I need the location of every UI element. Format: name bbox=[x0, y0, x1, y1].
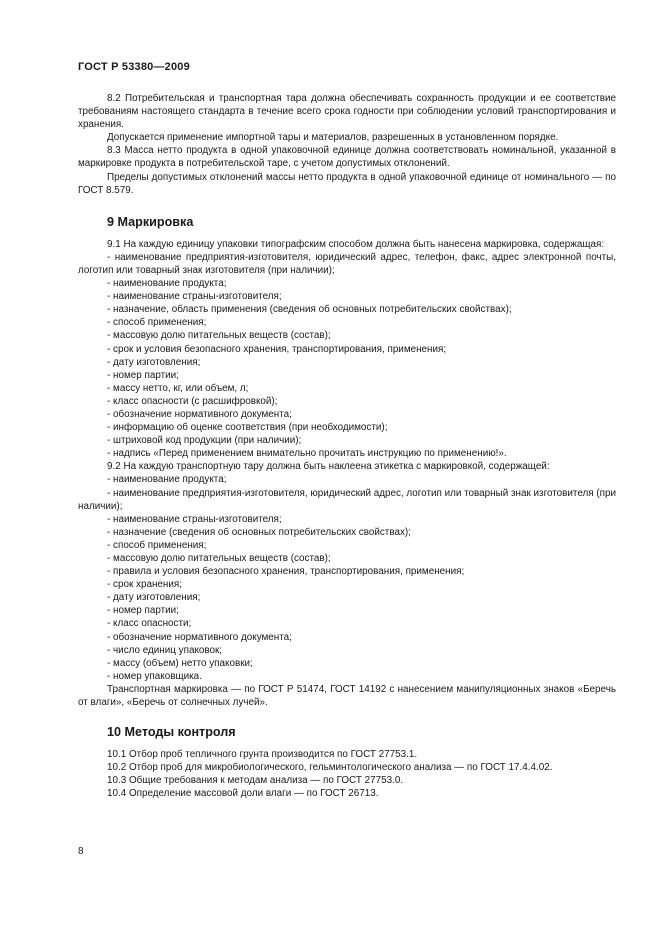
paragraph-import-packaging: Допускается применение импортной тары и материалов, разрешенных в установленном порядке. bbox=[107, 132, 559, 144]
list-item: - наименование страны-изготовителя; bbox=[107, 291, 282, 303]
list-item: - срок и условия безопасного хранения, транспортирования, применения; bbox=[107, 343, 447, 355]
list-item: - номер партии; bbox=[107, 369, 179, 381]
paragraph-10-2: 10.2 Отбор проб для микробиологического, гельминтологического анализа — по ГОСТ 17.4.4.02. bbox=[107, 762, 553, 774]
list-item: - массовую долю питательных веществ (состав); bbox=[107, 330, 331, 342]
list-item: - массу (объем) нетто упаковки; bbox=[107, 657, 253, 669]
document-header: ГОСТ Р 53380—2009 bbox=[78, 61, 190, 73]
paragraph-8-2: 8.2 Потребительская и транспортная тара должна обеспечивать сохранность продукции и ее соответствие требованиям настоящего стандарта в течение всего срока годности при соблюдении условий транспортирования и хранения. bbox=[78, 93, 616, 131]
list-item: - наименование продукта; bbox=[107, 278, 227, 290]
list-item: - надпись «Перед применением внимательно прочитать инструкцию по применению!». bbox=[107, 448, 507, 460]
list-item: - номер партии; bbox=[107, 605, 179, 617]
paragraph-transport-marking: Транспортная маркировка — по ГОСТ Р 51474, ГОСТ 14192 с нанесением манипуляционных знаков «Беречь от влаги», «Беречь от солнечных лучей». bbox=[78, 683, 616, 709]
list-item: - обозначение нормативного документа; bbox=[107, 631, 292, 643]
list-item: - класс опасности; bbox=[107, 618, 192, 630]
list-item: - наименование предприятия-изготовителя, юридический адрес, логотип или товарный знак изготовителя (при наличии); bbox=[78, 487, 616, 512]
list-item: - наименование продукта; bbox=[107, 474, 227, 486]
list-item: - массу нетто, кг, или объем, л; bbox=[107, 382, 249, 394]
paragraph-9-1: 9.1 На каждую единицу упаковки типографским способом должна быть нанесена маркировка, содержащая: bbox=[107, 238, 605, 250]
paragraph-mass-deviation: Пределы допустимых отклонений массы нетто продукта в одной упаковочной единице от номинального — по ГОСТ 8.579. bbox=[78, 171, 616, 196]
list-item: - массовую долю питательных веществ (состав); bbox=[107, 553, 331, 564]
paragraph-9-2: 9.2 На каждую транспортную тару должна быть наклеена этикетка с маркировкой, содержащей: bbox=[107, 461, 550, 473]
page-number: 8 bbox=[78, 846, 84, 857]
paragraph-10-3: 10.3 Общие требования к методам анализа — по ГОСТ 27753.0. bbox=[107, 775, 404, 787]
list-item: - правила и условия безопасного хранения, транспортирования, применения; bbox=[107, 566, 465, 578]
list-item: - назначение (сведения об основных потребительских свойствах); bbox=[107, 526, 411, 538]
list-item: - срок хранения; bbox=[107, 579, 182, 591]
list-item: - дату изготовления; bbox=[107, 592, 201, 604]
list-item: - наименование страны-изготовителя; bbox=[107, 513, 282, 525]
document-body bbox=[78, 92, 616, 801]
paragraph-8-3: 8.3 Масса нетто продукта в одной упаковочной единице должна соответствовать номинальной, указанной в маркировке продукта в потребительской таре, с учетом допустимых отклонений. bbox=[78, 145, 616, 170]
list-item: - класс опасности (с расшифровкой); bbox=[107, 395, 278, 407]
list-item: - информацию об оценке соответствия (при необходимости); bbox=[107, 422, 388, 434]
list-item: - обозначение нормативного документа; bbox=[107, 408, 292, 420]
list-item: - номер упаковщика. bbox=[107, 670, 202, 682]
section-10-heading: 10 Методы контроля bbox=[107, 725, 236, 740]
paragraph-10-1: 10.1 Отбор проб тепличного грунта производится по ГОСТ 27753.1. bbox=[107, 749, 418, 761]
paragraph-10-4: 10.4 Определение массовой доли влаги — по ГОСТ 26713. bbox=[107, 788, 379, 800]
list-item: - наименование предприятия-изготовителя, юридический адрес, телефон, факс, адрес электронной почты, логотип или товарный знак изготовителя (при наличии); bbox=[78, 251, 616, 276]
list-item: - штриховой код продукции (при наличии); bbox=[107, 435, 302, 447]
list-item: - назначение, область применения (сведения об основных потребительских свойствах); bbox=[107, 304, 512, 316]
list-item: - способ применения; bbox=[107, 539, 207, 551]
list-item: - дату изготовления; bbox=[107, 356, 201, 368]
section-9-heading: 9 Маркировка bbox=[107, 214, 194, 229]
list-item: - способ применения; bbox=[107, 317, 207, 329]
list-item: - число единиц упаковок; bbox=[107, 644, 223, 656]
